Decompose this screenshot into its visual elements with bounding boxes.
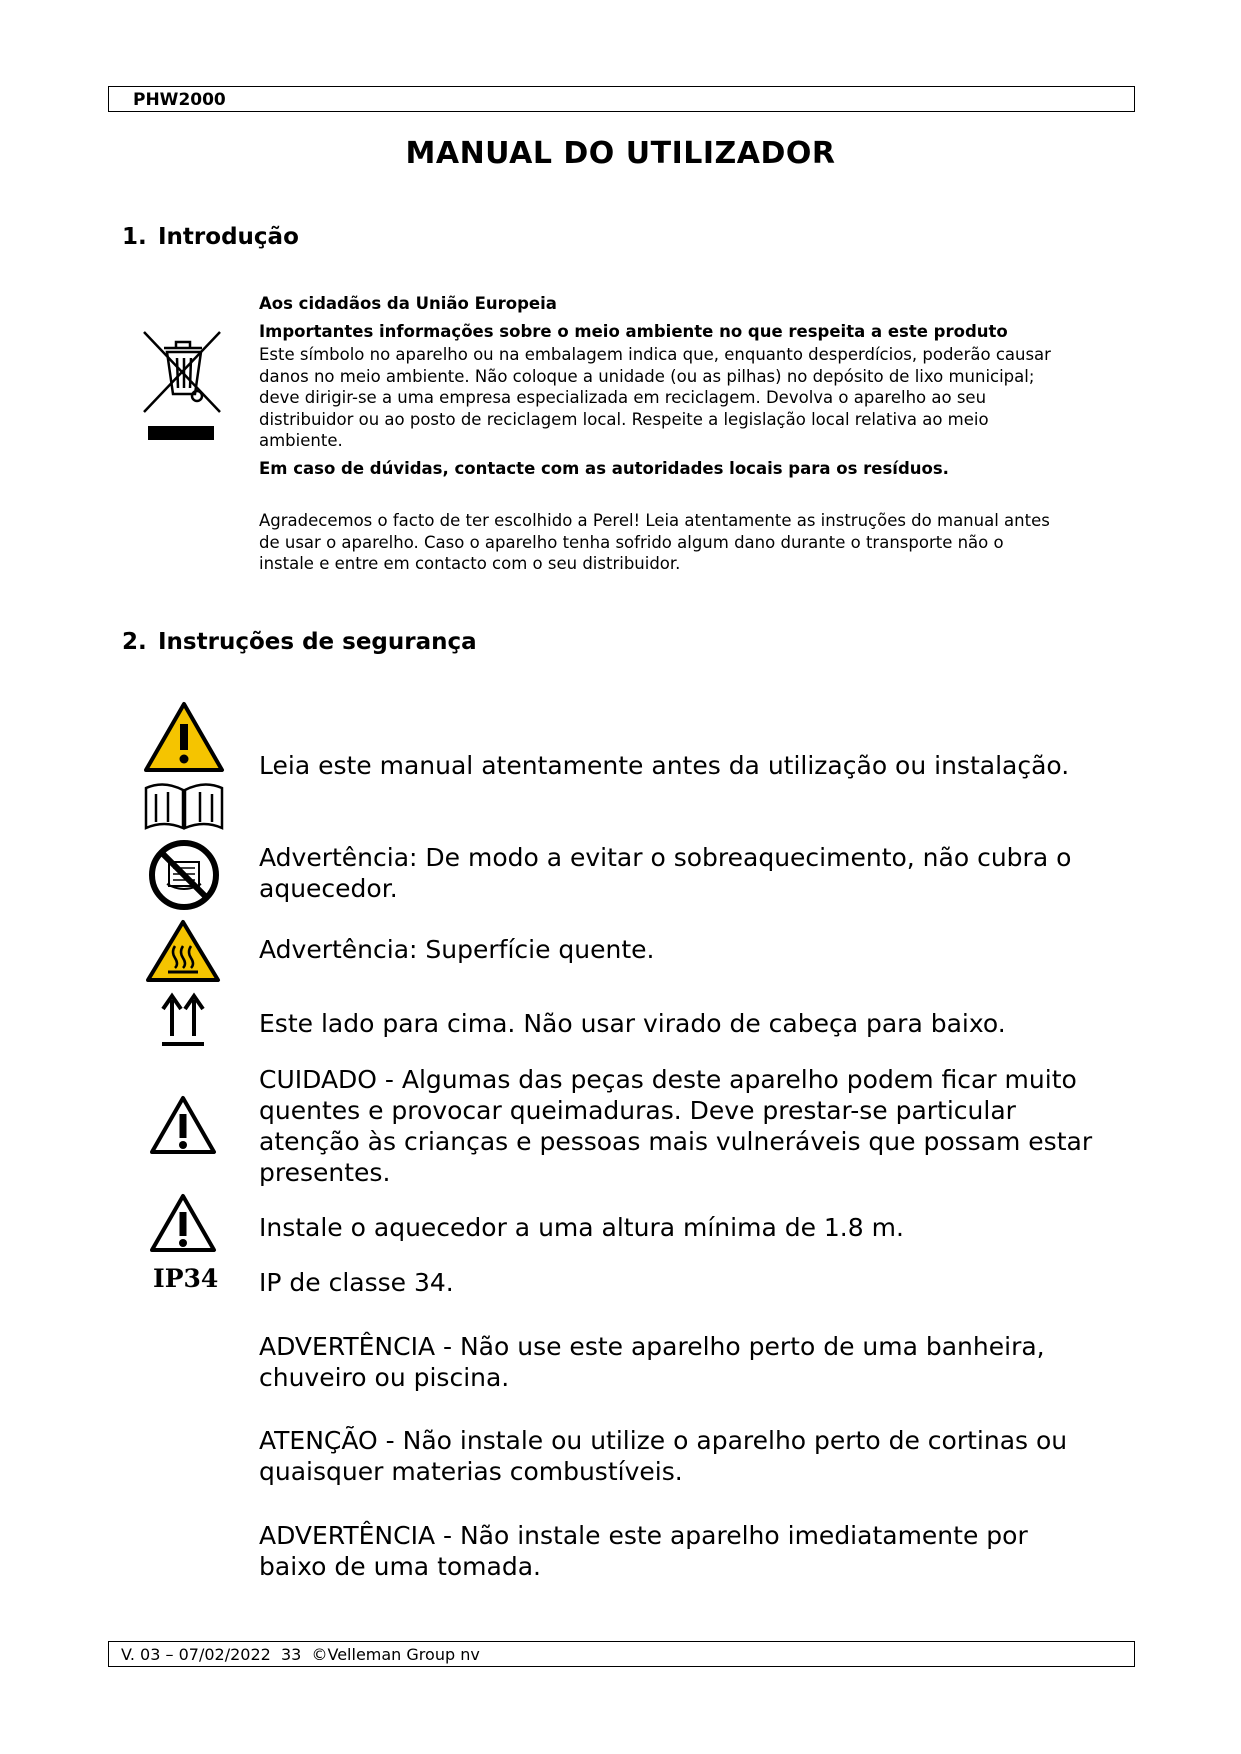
- safety-item: [259, 1331, 1139, 1393]
- hot-surface-icon: [144, 918, 222, 984]
- caution-icon: [148, 1192, 218, 1254]
- section-title: Introdução: [158, 224, 299, 250]
- text-line: ADVERTÊNCIA - Não instale este aparelho imediatamente por: [259, 1521, 1028, 1550]
- text-line: de usar o aparelho. Caso o aparelho tenha sofrido algum dano durante o transporte não o: [259, 532, 1004, 552]
- eu-heading: Aos cidadãos da União Europeia: [259, 294, 557, 313]
- text-line: ambiente.: [259, 431, 343, 450]
- safety-item: [259, 1008, 1139, 1039]
- text-line: baixo de uma tomada.: [259, 1552, 541, 1581]
- text-line: presentes.: [259, 1158, 391, 1187]
- safety-item: [259, 842, 1139, 904]
- text-line: Leia este manual atentamente antes da utilização ou instalação.: [259, 751, 1070, 780]
- text-line: distribuidor ou ao posto de reciclagem local. Respeite a legislação local relativa ao meio: [259, 409, 989, 429]
- safety-item: [259, 1064, 1139, 1188]
- text-line: ADVERTÊNCIA - Não use este aparelho perto de uma banheira,: [259, 1332, 1045, 1361]
- text-line: CUIDADO - Algumas das peças deste aparelho podem ficar muito: [259, 1065, 1077, 1094]
- text-line: IP de classe 34.: [259, 1268, 454, 1297]
- thanks-paragraph: [259, 510, 1119, 575]
- section-heading-intro: [122, 224, 299, 250]
- section-number: 2.: [122, 629, 147, 655]
- page-title: MANUAL DO UTILIZADOR: [405, 136, 836, 171]
- text-line: Este símbolo no aparelho ou na embalagem indica que, enquanto desperdícios, poderão causar: [259, 345, 1051, 364]
- model-number: PHW2000: [133, 90, 226, 110]
- text-line: quentes e provocar queimaduras. Deve prestar-se particular: [259, 1096, 1016, 1125]
- safety-item: [259, 750, 1139, 781]
- text-line: ATENÇÃO - Não instale ou utilize o aparelho perto de cortinas ou: [259, 1426, 1068, 1455]
- text-line: danos no meio ambiente. Não coloque a unidade (ou as pilhas) no depósito de lixo municipal;: [259, 366, 1035, 386]
- text-line: Advertência: De modo a evitar o sobreaquecimento, não cubra o: [259, 843, 1072, 872]
- env-heading: Importantes informações sobre o meio ambiente no que respeita a este produto: [259, 321, 1008, 341]
- do-not-cover-icon: [147, 838, 221, 912]
- safety-item: [259, 1425, 1139, 1487]
- text-line: Este lado para cima. Não usar virado de cabeça para baixo.: [259, 1009, 1006, 1038]
- section-title: Instruções de segurança: [158, 629, 477, 655]
- text-line: deve dirigir-se a uma empresa especializada em reciclagem. Devolva o aparelho ao seu: [259, 388, 987, 407]
- env-paragraph: [259, 344, 1119, 452]
- section-number: 1.: [122, 224, 147, 250]
- weee-recycle-icon: [140, 328, 226, 442]
- safety-item: [259, 1212, 1139, 1243]
- footer-text: V. 03 – 07/02/2022 33 ©Velleman Group nv: [121, 1645, 480, 1664]
- text-line: Agradecemos o facto de ter escolhido a Perel! Leia atentamente as instruções do manual antes: [259, 511, 1050, 530]
- text-line: atenção às crianças e pessoas mais vulneráveis que possam estar: [259, 1127, 1093, 1156]
- text-line: quaisquer materias combustíveis.: [259, 1457, 683, 1486]
- this-side-up-icon: [160, 992, 206, 1048]
- text-line: Advertência: Superfície quente.: [259, 935, 655, 964]
- ip-rating-label: IP34: [153, 1264, 219, 1293]
- doubts-note: Em caso de dúvidas, contacte com as autoridades locais para os resíduos.: [259, 458, 949, 478]
- text-line: Instale o aquecedor a uma altura mínima de 1.8 m.: [259, 1213, 904, 1242]
- caution-icon: [148, 1094, 218, 1156]
- intro-text-block: [259, 293, 1119, 575]
- safety-item: [259, 1267, 1139, 1298]
- text-line: chuveiro ou piscina.: [259, 1363, 510, 1392]
- text-line: instale e entre em contacto com o seu distribuidor.: [259, 554, 681, 573]
- safety-item: [259, 934, 1139, 965]
- text-line: aquecedor.: [259, 874, 398, 903]
- read-manual-icon: [142, 700, 226, 832]
- safety-item: [259, 1520, 1139, 1582]
- header-box: [108, 86, 1135, 112]
- section-heading-safety: [122, 629, 477, 655]
- footer-box: [108, 1641, 1135, 1667]
